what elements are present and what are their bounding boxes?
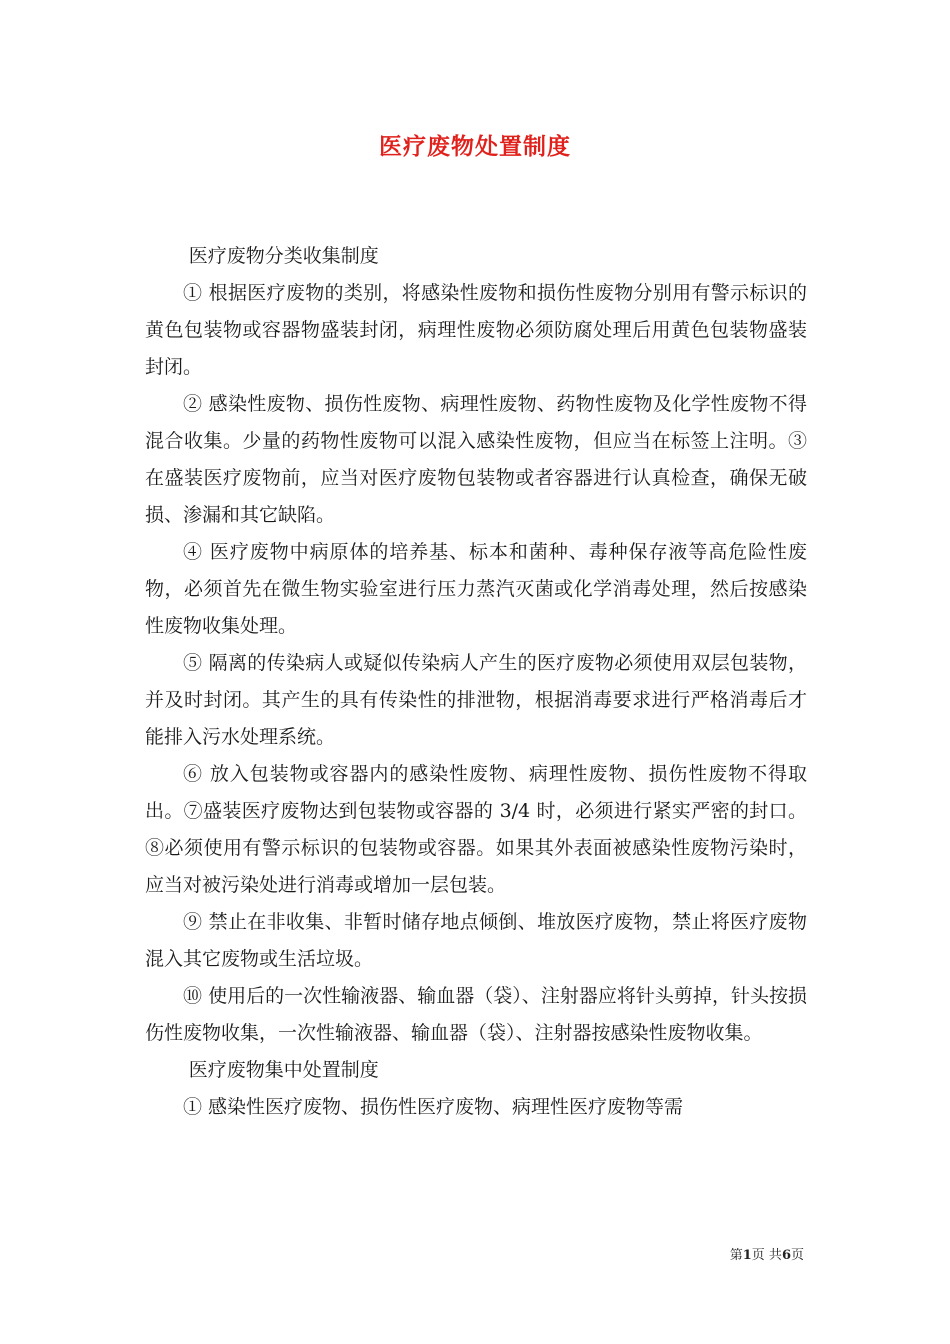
footer-prefix: 第 — [729, 1248, 743, 1263]
body-paragraph: ① 感染性医疗废物、损伤性医疗废物、病理性医疗废物等需 — [183, 1096, 684, 1118]
footer-current-page: 1 — [742, 1248, 752, 1263]
body-paragraph: ② 感染性废物、损伤性废物、病理性废物、药物性废物及化学性废物不得混合收集。少量的药物性废物可以混入感染性废物，但应当在标签上注明。③在盛装医疗废物前，应当对医疗废物包装物或者容器进行认真检查，确保无破损、渗漏和其它缺陷。 — [145, 393, 807, 526]
document-body — [145, 238, 807, 1126]
document-title: 医疗废物处置制度 — [379, 133, 571, 160]
section-heading: 医疗废物集中处置制度 — [188, 1059, 379, 1081]
body-paragraph: ⑥ 放入包装物或容器内的感染性废物、病理性废物、损伤性废物不得取出。⑦盛装医疗废物达到包装物或容器的 3/4 时，必须进行紧实严密的封口。⑧必须使用有警示标识的包装物或容器。如果其外表面被感染性废物污染时，应当对被污染处进行消毒或增加一层包装。 — [145, 763, 807, 896]
footer-suffix: 页 — [790, 1248, 804, 1263]
footer-total-pages: 6 — [781, 1248, 791, 1263]
body-paragraph: ⑨ 禁止在非收集、非暂时储存地点倾倒、堆放医疗废物，禁止将医疗废物混入其它废物或生活垃圾。 — [145, 911, 807, 970]
page-footer — [730, 1244, 804, 1263]
body-paragraph: ① 根据医疗废物的类别，将感染性废物和损伤性废物分别用有警示标识的黄色包装物或容器物盛装封闭，病理性废物必须防腐处理后用黄色包装物盛装封闭。 — [145, 282, 807, 378]
body-paragraph: ⑤ 隔离的传染病人或疑似传染病人产生的医疗废物必须使用双层包装物，并及时封闭。其产生的具有传染性的排泄物，根据消毒要求进行严格消毒后才能排入污水处理系统。 — [145, 652, 807, 748]
body-paragraph: ⑩ 使用后的一次性输液器、输血器（袋）、注射器应将针头剪掉，针头按损伤性废物收集，一次性输液器、输血器（袋）、注射器按感染性废物收集。 — [145, 985, 807, 1044]
footer-middle: 页 共 — [751, 1248, 782, 1263]
body-paragraph: ④ 医疗废物中病原体的培养基、标本和菌种、毒种保存液等高危险性废物，必须首先在微生物实验室进行压力蒸汽灭菌或化学消毒处理，然后按感染性废物收集处理。 — [145, 541, 807, 637]
section-heading: 医疗废物分类收集制度 — [188, 245, 379, 267]
